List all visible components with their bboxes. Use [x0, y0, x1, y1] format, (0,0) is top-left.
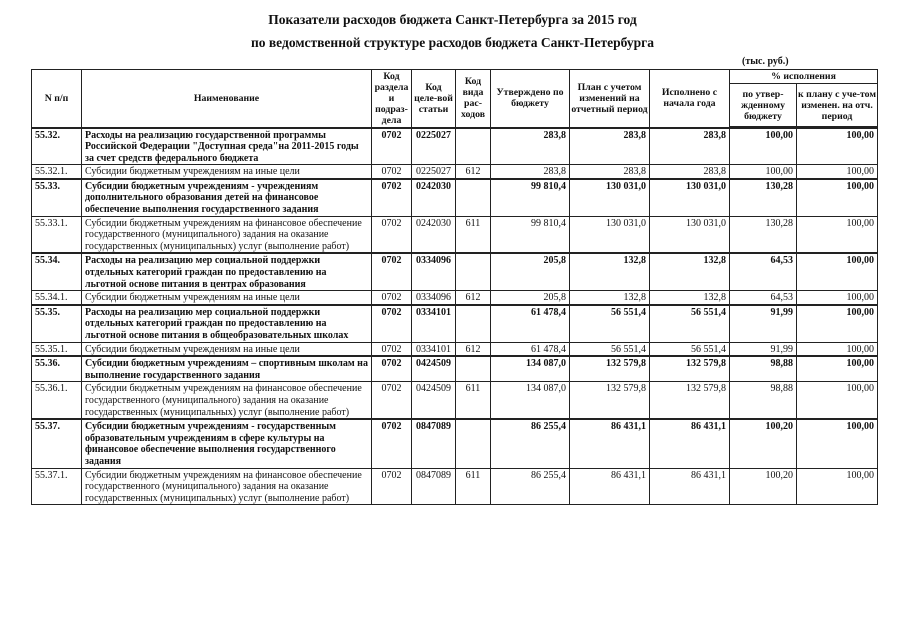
row-type-code: [456, 128, 491, 165]
row-article-code: 0424509: [412, 356, 456, 382]
row-plan: 283,8: [570, 165, 650, 179]
header-name: Наименование: [82, 70, 372, 128]
row-type-code: 612: [456, 165, 491, 179]
row-executed: 132,8: [650, 291, 730, 305]
row-pct-plan: 100,00: [797, 305, 878, 342]
row-type-code: [456, 253, 491, 290]
row-pct-approved: 100,20: [730, 468, 797, 505]
row-article-code: 0225027: [412, 128, 456, 165]
row-section-code: 0702: [372, 305, 412, 342]
row-approved: 134 087,0: [491, 356, 570, 382]
row-article-code: 0847089: [412, 419, 456, 468]
row-plan: 56 551,4: [570, 305, 650, 342]
row-article-code: 0334096: [412, 291, 456, 305]
table-row: [32, 305, 878, 342]
row-pct-approved: 98,88: [730, 382, 797, 419]
row-plan: 56 551,4: [570, 342, 650, 356]
row-executed: 130 031,0: [650, 179, 730, 216]
row-number: 55.32.1.: [32, 165, 82, 179]
row-name: Субсидии бюджетным учреждениям - государственным образовательным учреждениям в сфере культуры на финансовое обеспечение выполнения государственного задания: [82, 419, 372, 468]
row-section-code: 0702: [372, 253, 412, 290]
row-section-code: 0702: [372, 382, 412, 419]
row-executed: 132 579,8: [650, 356, 730, 382]
budget-table: [31, 69, 878, 505]
row-pct-plan: 100,00: [797, 253, 878, 290]
row-name: Расходы на реализацию государственной программы Российской Федерации "Доступная среда"на 2011-2015 годы за счет средств федерального бюджета: [82, 128, 372, 165]
row-number: 55.35.1.: [32, 342, 82, 356]
row-executed: 283,8: [650, 128, 730, 165]
row-name: Расходы на реализацию мер социальной поддержки отдельных категорий граждан по предоставлению на льготной основе питания в центрах образования: [82, 253, 372, 290]
row-pct-approved: 91,99: [730, 342, 797, 356]
row-pct-plan: 100,00: [797, 342, 878, 356]
header-pct-group: % исполнения: [730, 70, 878, 84]
row-pct-approved: 100,20: [730, 419, 797, 468]
table-row: [32, 165, 878, 179]
row-name: Субсидии бюджетным учреждениям на иные цели: [82, 342, 372, 356]
row-number: 55.35.: [32, 305, 82, 342]
row-pct-approved: 100,00: [730, 165, 797, 179]
row-plan: 132 579,8: [570, 356, 650, 382]
row-pct-approved: 98,88: [730, 356, 797, 382]
report-title: Показатели расходов бюджета Санкт-Петербурга за 2015 год: [268, 12, 637, 27]
row-article-code: 0847089: [412, 468, 456, 505]
header-article: Код целе-вой статьи: [412, 70, 456, 128]
row-executed: 132 579,8: [650, 382, 730, 419]
row-name: Субсидии бюджетным учреждениям - учреждениям дополнительного образования детей на финансовое обеспечение выполнения государственного задания: [82, 179, 372, 216]
row-plan: 86 431,1: [570, 468, 650, 505]
table-row: [32, 291, 878, 305]
header-type: Код вида рас-ходов: [456, 70, 491, 128]
row-executed: 132,8: [650, 253, 730, 290]
row-pct-plan: 100,00: [797, 216, 878, 253]
row-section-code: 0702: [372, 179, 412, 216]
table-row: [32, 128, 878, 165]
row-name: Субсидии бюджетным учреждениям на финансовое обеспечение государственного (муниципального) задания на оказание государственных (муниципальных) услуг (выполнение работ): [82, 468, 372, 505]
report-subtitle: по ведомственной структуре расходов бюджета Санкт-Петербурга: [250, 35, 655, 50]
row-approved: 99 810,4: [491, 179, 570, 216]
row-plan: 283,8: [570, 128, 650, 165]
row-pct-plan: 100,00: [797, 468, 878, 505]
row-pct-plan: 100,00: [797, 128, 878, 165]
row-section-code: 0702: [372, 468, 412, 505]
row-section-code: 0702: [372, 216, 412, 253]
row-pct-plan: 100,00: [797, 165, 878, 179]
row-executed: 130 031,0: [650, 216, 730, 253]
row-pct-approved: 130,28: [730, 179, 797, 216]
row-executed: 56 551,4: [650, 342, 730, 356]
row-section-code: 0702: [372, 419, 412, 468]
table-body: [32, 128, 878, 505]
row-name: Субсидии бюджетным учреждениям – спортивным школам на выполнение государственного задания: [82, 356, 372, 382]
row-approved: 134 087,0: [491, 382, 570, 419]
row-plan: 86 431,1: [570, 419, 650, 468]
table-row: [32, 468, 878, 505]
header-executed: Исполнено с начала года: [650, 70, 730, 128]
row-plan: 132 579,8: [570, 382, 650, 419]
row-approved: 99 810,4: [491, 216, 570, 253]
row-article-code: 0334101: [412, 342, 456, 356]
table-row: [32, 342, 878, 356]
row-article-code: 0242030: [412, 179, 456, 216]
row-article-code: 0225027: [412, 165, 456, 179]
row-executed: 56 551,4: [650, 305, 730, 342]
row-section-code: 0702: [372, 128, 412, 165]
row-article-code: 0424509: [412, 382, 456, 419]
row-plan: 132,8: [570, 253, 650, 290]
row-approved: 86 255,4: [491, 419, 570, 468]
row-approved: 283,8: [491, 165, 570, 179]
row-pct-approved: 64,53: [730, 291, 797, 305]
header-pct-approved: по утвер-жденному бюджету: [730, 84, 797, 128]
row-approved: 205,8: [491, 253, 570, 290]
row-pct-plan: 100,00: [797, 382, 878, 419]
row-executed: 86 431,1: [650, 468, 730, 505]
row-plan: 132,8: [570, 291, 650, 305]
row-type-code: [456, 179, 491, 216]
row-plan: 130 031,0: [570, 179, 650, 216]
row-name: Расходы на реализацию мер социальной поддержки отдельных категорий граждан по предоставлению на льготной основе питания в общеобразовательных школах: [82, 305, 372, 342]
row-pct-approved: 130,28: [730, 216, 797, 253]
row-approved: 205,8: [491, 291, 570, 305]
table-row: [32, 253, 878, 290]
header-plan: План с учетом изменений на отчетный период: [570, 70, 650, 128]
row-number: 55.37.1.: [32, 468, 82, 505]
row-article-code: 0334096: [412, 253, 456, 290]
row-article-code: 0334101: [412, 305, 456, 342]
row-pct-plan: 100,00: [797, 179, 878, 216]
row-article-code: 0242030: [412, 216, 456, 253]
row-section-code: 0702: [372, 291, 412, 305]
row-number: 55.37.: [32, 419, 82, 468]
row-number: 55.33.1.: [32, 216, 82, 253]
row-type-code: 611: [456, 468, 491, 505]
row-type-code: [456, 419, 491, 468]
header-approved: Утверждено по бюджету: [491, 70, 570, 128]
row-pct-approved: 64,53: [730, 253, 797, 290]
row-name: Субсидии бюджетным учреждениям на иные цели: [82, 165, 372, 179]
header-section: Код раздела и подраз-дела: [372, 70, 412, 128]
row-approved: 61 478,4: [491, 305, 570, 342]
row-approved: 86 255,4: [491, 468, 570, 505]
table-row: [32, 356, 878, 382]
row-number: 55.33.: [32, 179, 82, 216]
row-approved: 283,8: [491, 128, 570, 165]
row-pct-approved: 91,99: [730, 305, 797, 342]
row-section-code: 0702: [372, 165, 412, 179]
row-type-code: [456, 356, 491, 382]
header-num: N п/п: [32, 70, 82, 128]
row-number: 55.32.: [32, 128, 82, 165]
row-type-code: 612: [456, 342, 491, 356]
row-number: 55.36.: [32, 356, 82, 382]
table-row: [32, 382, 878, 419]
row-executed: 86 431,1: [650, 419, 730, 468]
table-row: [32, 179, 878, 216]
row-pct-plan: 100,00: [797, 291, 878, 305]
row-number: 55.34.: [32, 253, 82, 290]
row-executed: 283,8: [650, 165, 730, 179]
row-approved: 61 478,4: [491, 342, 570, 356]
row-pct-plan: 100,00: [797, 356, 878, 382]
row-type-code: 611: [456, 216, 491, 253]
header-pct-plan: к плану с уче-том изменен. на отч. период: [797, 84, 878, 128]
row-plan: 130 031,0: [570, 216, 650, 253]
row-pct-plan: 100,00: [797, 419, 878, 468]
row-name: Субсидии бюджетным учреждениям на финансовое обеспечение государственного (муниципального) задания на оказание государственных (муниципальных) услуг (выполнение работ): [82, 216, 372, 253]
row-pct-approved: 100,00: [730, 128, 797, 165]
row-type-code: 611: [456, 382, 491, 419]
row-name: Субсидии бюджетным учреждениям на финансовое обеспечение государственного (муниципального) задания на оказание государственных (муниципальных) услуг (выполнение работ): [82, 382, 372, 419]
row-number: 55.36.1.: [32, 382, 82, 419]
row-type-code: [456, 305, 491, 342]
table-row: [32, 419, 878, 468]
row-section-code: 0702: [372, 342, 412, 356]
row-name: Субсидии бюджетным учреждениям на иные цели: [82, 291, 372, 305]
units-label: (тыс. руб.): [742, 56, 789, 67]
row-section-code: 0702: [372, 356, 412, 382]
table-row: [32, 216, 878, 253]
row-number: 55.34.1.: [32, 291, 82, 305]
row-type-code: 612: [456, 291, 491, 305]
